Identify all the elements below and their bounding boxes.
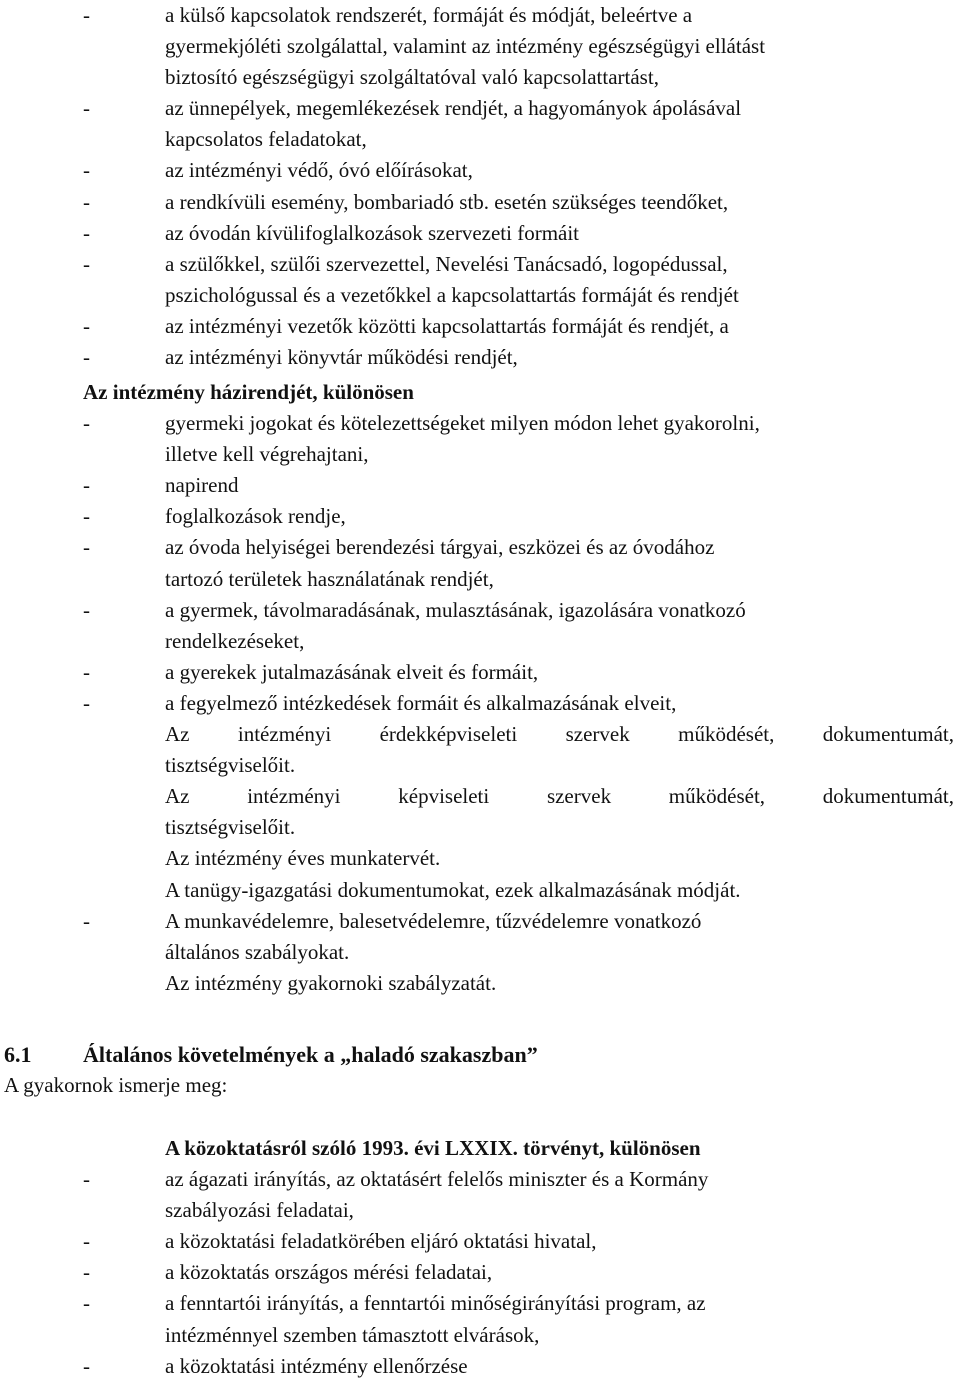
list-item (0, 342, 960, 373)
list-item (0, 595, 960, 657)
list-dash: - (83, 690, 90, 715)
section-heading (0, 1039, 960, 1070)
list-item (0, 1288, 960, 1350)
list-dash: - (83, 3, 90, 27)
paragraph-line: Az intézményi érdekképviseleti szervek működését, dokumentumát, (165, 722, 954, 747)
list-dash: - (83, 220, 90, 245)
list-item-text: szabályozási feladatai, (165, 1198, 354, 1223)
list-dash: - (83, 1353, 90, 1378)
list-block-external-relations (0, 0, 960, 373)
list-item (0, 470, 960, 501)
list-dash: - (83, 1260, 90, 1285)
list-dash: - (83, 659, 90, 684)
list-item-text: rendelkezéseket, (165, 628, 305, 653)
list-item-text: a fenntartói irányítás, a fenntartói minőségirányítási program, az (165, 1291, 706, 1316)
list-dash: - (83, 96, 90, 121)
section-intro: A gyakornok ismerje meg: (4, 1073, 228, 1098)
paragraph-line: Az intézmény éves munkatervét. (165, 846, 441, 871)
list-item-text: a szülőkkel, szülői szervezettel, Nevelési Tanácsadó, logopédussal, (165, 251, 728, 276)
list-dash: - (83, 251, 90, 276)
list-item (0, 93, 960, 155)
list-dash: - (83, 473, 90, 498)
list-item (0, 501, 960, 532)
list-item (0, 155, 960, 186)
list-item-text: a gyerekek jutalmazásának elveit és formáit, (165, 659, 539, 684)
list-dash: - (83, 158, 90, 183)
list-dash: - (83, 504, 90, 529)
list-dash: - (83, 345, 90, 370)
list-item-text: pszichológussal és a vezetőkkel a kapcsolattartás formáját és rendjét (165, 282, 739, 307)
paragraph-line: Az intézmény gyakornoki szabályzatát. (165, 970, 497, 995)
list-item-text: az óvoda helyiségei berendezési tárgyai, eszközei és az óvodához (165, 535, 715, 560)
list-item-text: kapcsolatos feladatokat, (165, 127, 367, 152)
section-title: Általános követelmények a „haladó szakaszban” (83, 1042, 538, 1067)
list-item-text: A munkavédelemre, balesetvédelemre, tűzvédelemre vonatkozó (165, 908, 702, 933)
list-item-text: az ágazati irányítás, az oktatásért felelős miniszter és a Kormány (165, 1167, 709, 1192)
list-item (0, 1164, 960, 1226)
law-subheading: A közoktatásról szóló 1993. évi LXXIX. törvényt, különösen (165, 1136, 701, 1160)
list-item-text: a külső kapcsolatok rendszerét, formáját és módját, beleértve a (165, 3, 693, 27)
list-dash: - (83, 1229, 90, 1254)
list-item-text: az intézményi könyvtár működési rendjét, (165, 345, 518, 370)
list-dash: - (83, 189, 90, 214)
paragraph-line: A tanügy-igazgatási dokumentumokat, ezek alkalmazásának módját. (165, 877, 741, 902)
list-item-text: napirend (165, 473, 239, 498)
list-item-text: illetve kell végrehajtani, (165, 442, 369, 467)
list-item-text: biztosító egészségügyi szolgáltatóval való kapcsolattartást, (165, 65, 659, 90)
list-item (0, 249, 960, 311)
list-item (0, 1226, 960, 1257)
section-6-1 (0, 1039, 960, 1101)
paragraph-line: tisztségviselőit. (165, 815, 296, 840)
house-rules-heading: Az intézmény házirendjét, különösen (83, 380, 414, 404)
list-item (0, 0, 960, 93)
list-item-text: a gyermek, távolmaradásának, mulasztásának, igazolására vonatkozó (165, 597, 746, 622)
list-dash: - (83, 411, 90, 436)
list-item-text: a közoktatás országos mérési feladatai, (165, 1260, 493, 1285)
list-item-text: az ünnepélyek, megemlékezések rendjét, a hagyományok ápolásával (165, 96, 742, 121)
list-item (0, 1351, 960, 1382)
list-item-text: a közoktatási intézmény ellenőrzése (165, 1353, 468, 1378)
list-item-text: az óvodán kívülifoglalkozások szervezeti formáit (165, 220, 580, 245)
paragraph-line: tisztségviselőit. (165, 753, 296, 778)
list-item (0, 906, 960, 968)
list-item-text: az intézményi védő, óvó előírásokat, (165, 158, 473, 183)
list-item-text: gyermekjóléti szolgálattal, valamint az intézmény egészségügyi ellátást (165, 34, 766, 59)
list-item (0, 408, 960, 470)
list-dash: - (83, 1291, 90, 1316)
list-item-text: a rendkívüli esemény, bombariadó stb. esetén szükséges teendőket, (165, 189, 729, 214)
section-number: 6.1 (4, 1042, 32, 1067)
list-dash: - (83, 1167, 90, 1192)
list-item (0, 311, 960, 342)
list-item (0, 187, 960, 218)
list-item (0, 1257, 960, 1288)
paragraph-line: Az intézményi képviseleti szervek működését, dokumentumát, (165, 784, 954, 809)
list-dash: - (83, 908, 90, 933)
list-item-text: általános szabályokat. (165, 939, 350, 964)
list-dash: - (83, 597, 90, 622)
list-item (0, 532, 960, 594)
list-item (0, 688, 960, 719)
list-dash: - (83, 535, 90, 560)
list-item-text: a közoktatási feladatkörében eljáró oktatási hivatal, (165, 1229, 597, 1254)
list-block-house-rules (0, 377, 960, 999)
law-list-block (0, 1133, 960, 1382)
list-item-text: a fegyelmező intézkedések formáit és alkalmazásának elveit, (165, 690, 677, 715)
list-item (0, 218, 960, 249)
list-item-text: intézménnyel szemben támasztott elvárások, (165, 1322, 540, 1347)
list-item-text: az intézményi vezetők közötti kapcsolattartás formáját és rendjét, a (165, 313, 729, 338)
list-item (0, 657, 960, 688)
list-dash: - (83, 313, 90, 338)
list-item-text: gyermeki jogokat és kötelezettségeket milyen módon lehet gyakorolni, (165, 411, 760, 436)
list-item-text: tartozó területek használatának rendjét, (165, 566, 494, 591)
list-item-text: foglalkozások rendje, (165, 504, 346, 529)
